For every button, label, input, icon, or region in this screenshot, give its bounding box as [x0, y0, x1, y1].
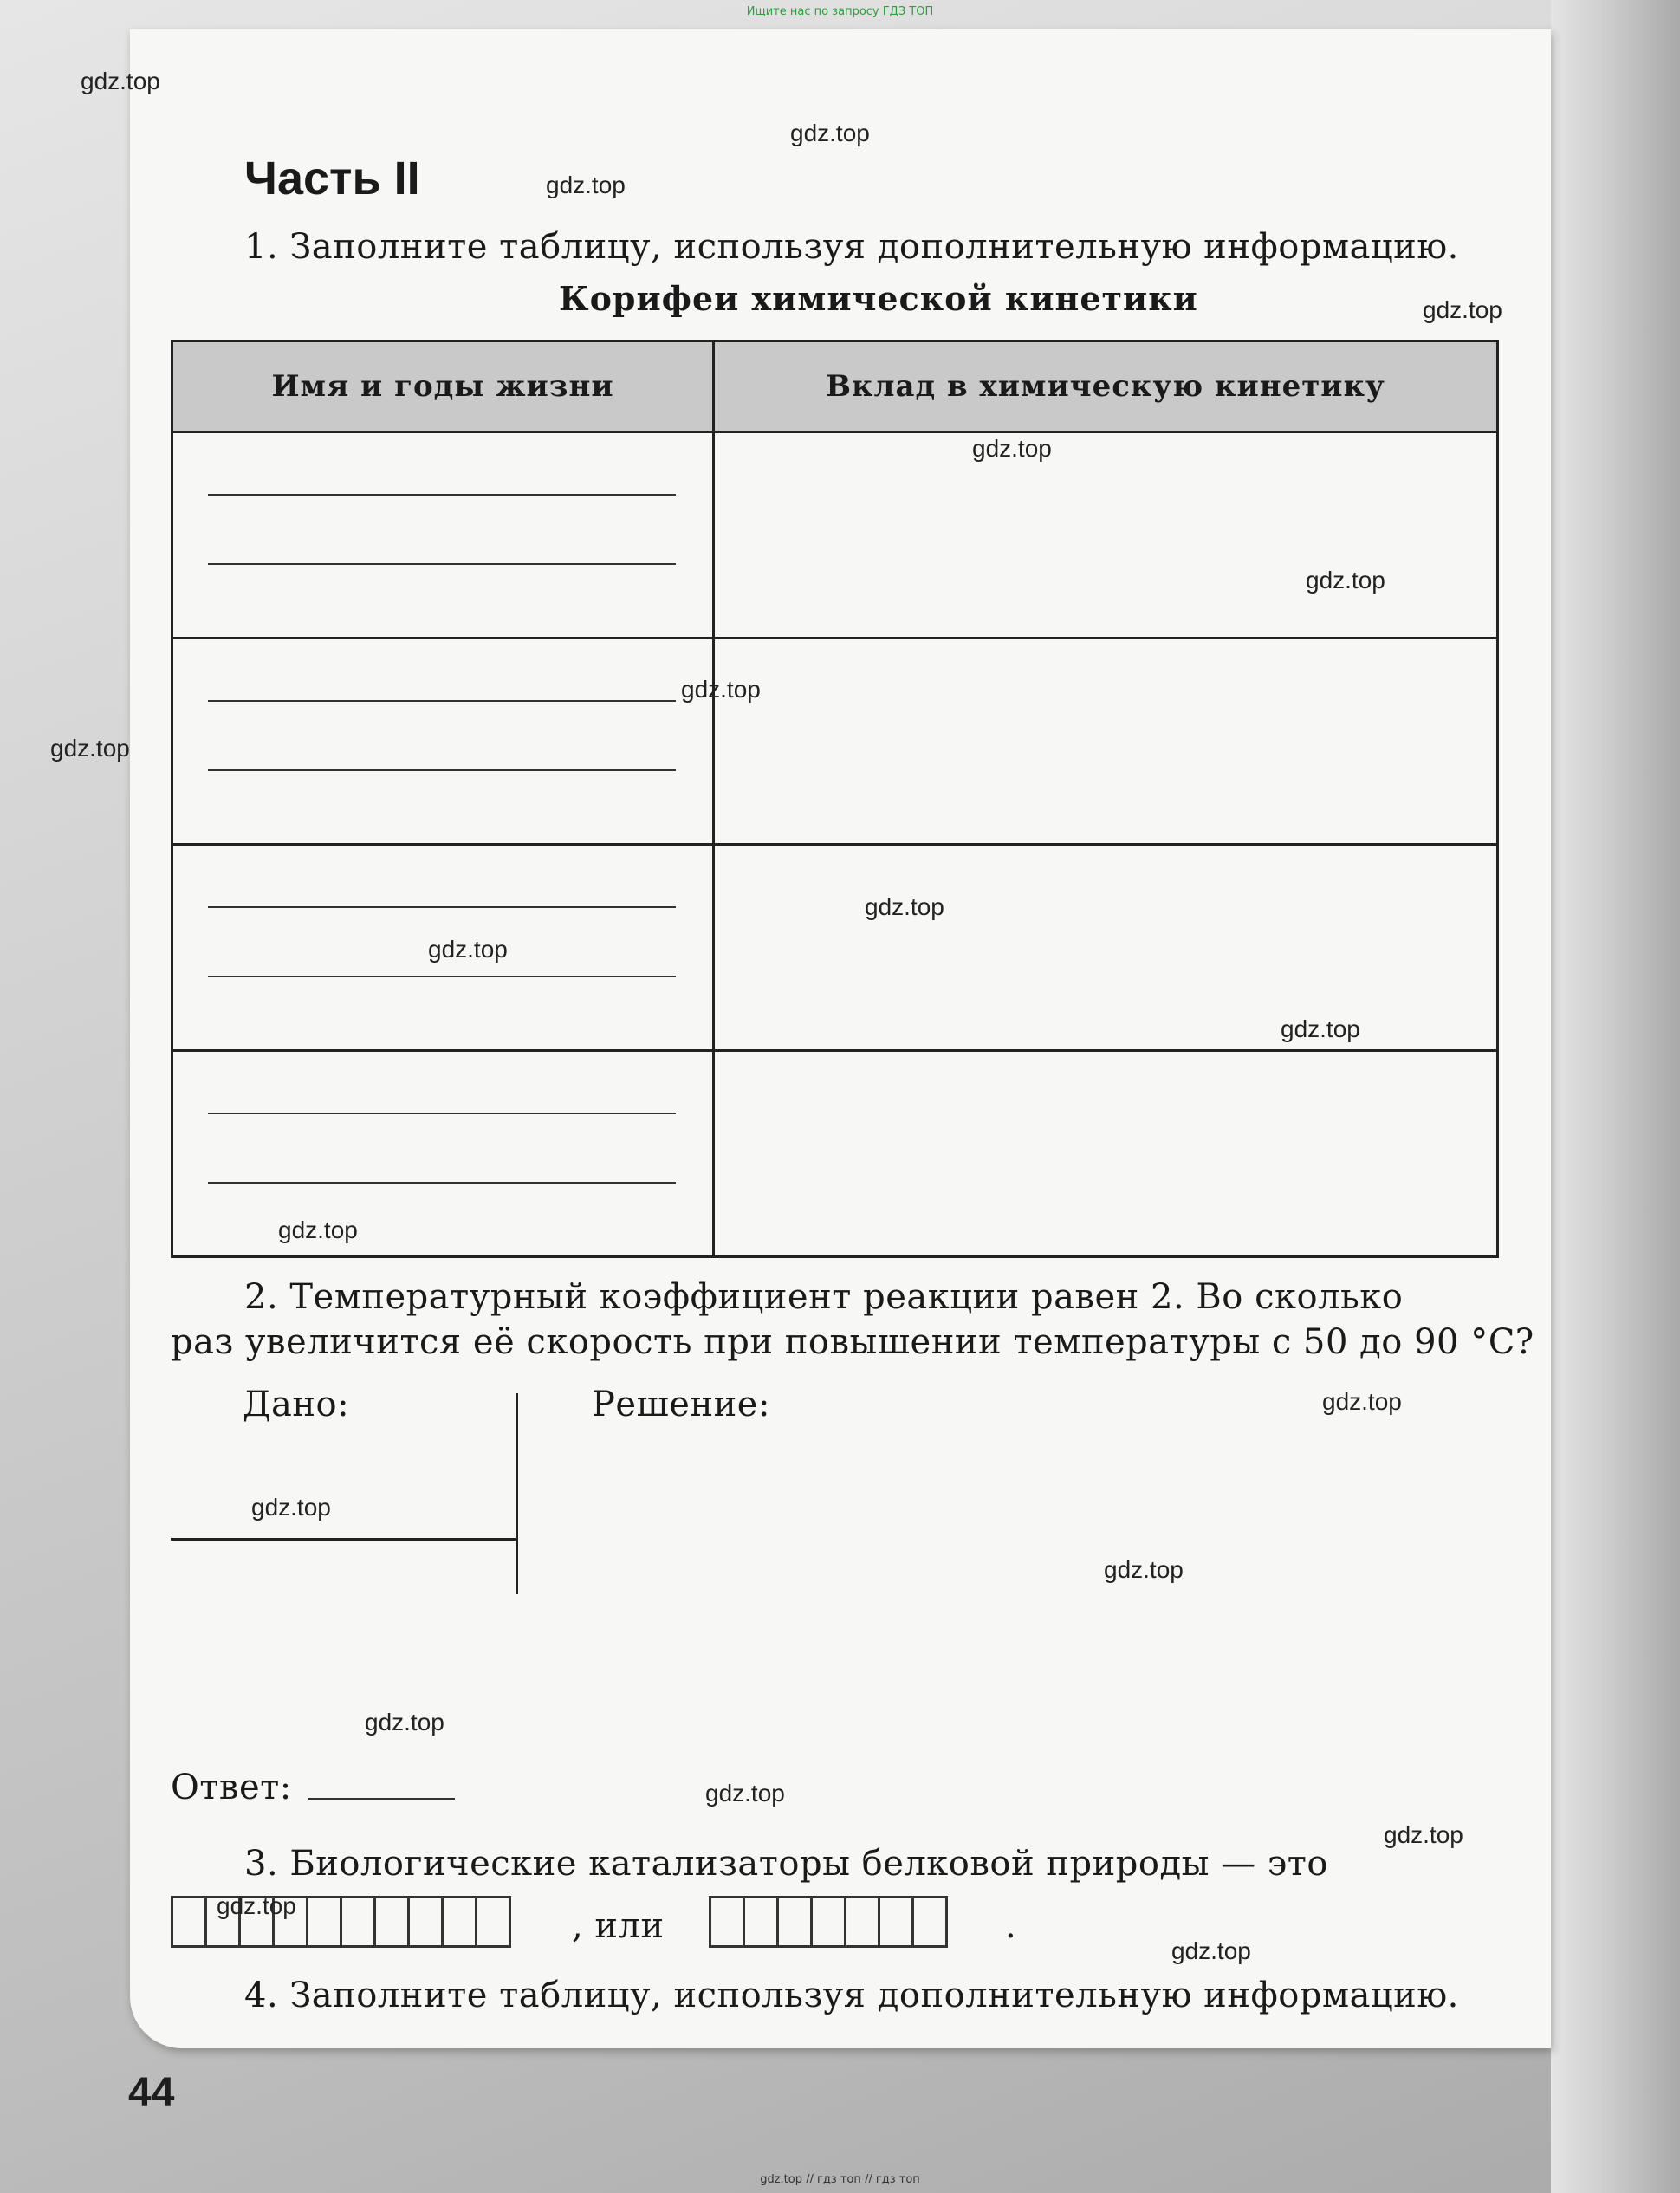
write-line [208, 1182, 676, 1184]
letter-box[interactable] [878, 1896, 914, 1948]
answer-boxes-second[interactable] [709, 1896, 945, 1948]
period: . [1005, 1906, 1017, 1946]
name-cell[interactable] [172, 1051, 714, 1257]
table-title: Корифеи химической кинетики [559, 279, 1198, 318]
task-1-text: 1. Заполните таблицу, используя дополнительную информацию. [244, 227, 1459, 267]
solution-label: Решение: [592, 1385, 770, 1424]
column-header-name: Имя и годы жизни [172, 341, 714, 432]
letter-box[interactable] [340, 1896, 376, 1948]
given-label: Дано: [243, 1385, 350, 1424]
watermark: gdz.top [278, 1217, 358, 1243]
task-2-line-1: 2. Температурный коэффициент реакции равен 2. Во сколько [244, 1277, 1404, 1317]
watermark: gdz.top [865, 893, 944, 920]
watermark: gdz.top [428, 936, 508, 963]
watermark: gdz.top [705, 1780, 785, 1807]
watermark: gdz.top [1306, 567, 1385, 594]
column-header-contribution: Вклад в химическую кинетику [714, 341, 1498, 432]
watermark: gdz.top [1104, 1556, 1184, 1583]
contribution-cell[interactable] [714, 1051, 1498, 1257]
watermark: gdz.top [50, 735, 130, 762]
scientists-table [171, 340, 1499, 1258]
letter-box[interactable] [171, 1896, 207, 1948]
task-2-line-2: раз увеличится её скорость при повышении температуры с 50 до 90 °С? [171, 1322, 1534, 1362]
write-line [208, 494, 676, 496]
book-spine [1551, 0, 1680, 2193]
top-banner[interactable]: Ищите нас по запросу ГДЗ ТОП [746, 5, 934, 18]
watermark: gdz.top [251, 1494, 331, 1521]
watermark: gdz.top [681, 676, 761, 703]
watermark: gdz.top [1171, 1937, 1251, 1964]
contribution-cell[interactable] [714, 432, 1498, 639]
watermark: gdz.top [1322, 1388, 1402, 1415]
watermark: gdz.top [365, 1709, 444, 1736]
letter-box[interactable] [810, 1896, 846, 1948]
write-line [208, 700, 676, 702]
watermark: gdz.top [217, 1892, 296, 1919]
table-row [172, 639, 1498, 845]
watermark: gdz.top [1423, 296, 1502, 323]
watermark: gdz.top [1281, 1015, 1360, 1042]
watermark: gdz.top [972, 435, 1052, 462]
letter-box[interactable] [709, 1896, 745, 1948]
write-line [208, 563, 676, 565]
write-line [208, 769, 676, 771]
write-line [208, 906, 676, 908]
letter-box[interactable] [306, 1896, 342, 1948]
task-3-text: 3. Биологические катализаторы белковой природы — это [244, 1844, 1328, 1884]
given-underline [171, 1538, 517, 1541]
name-cell[interactable] [172, 639, 714, 845]
write-line [208, 1113, 676, 1114]
write-line [208, 976, 676, 977]
letter-box[interactable] [373, 1896, 410, 1948]
part-title: Часть II [244, 152, 420, 204]
table-row [172, 1051, 1498, 1257]
task-4-text: 4. Заполните таблицу, используя дополнительную информацию. [244, 1976, 1459, 2015]
answer-label: Ответ: [171, 1768, 292, 1807]
watermark: gdz.top [546, 172, 626, 198]
name-cell[interactable] [172, 432, 714, 639]
letter-box[interactable] [911, 1896, 948, 1948]
table-row [172, 432, 1498, 639]
letter-box[interactable] [475, 1896, 511, 1948]
page-number: 44 [128, 2070, 175, 2116]
watermark: gdz.top [790, 120, 870, 146]
letter-box[interactable] [743, 1896, 779, 1948]
answer-line[interactable] [308, 1798, 455, 1800]
contribution-cell[interactable] [714, 845, 1498, 1051]
given-divider [516, 1393, 518, 1594]
or-text: , или [572, 1906, 665, 1946]
letter-box[interactable] [441, 1896, 477, 1948]
watermark: gdz.top [1384, 1821, 1463, 1848]
contribution-cell[interactable] [714, 639, 1498, 845]
letter-box[interactable] [407, 1896, 444, 1948]
letter-box[interactable] [776, 1896, 813, 1948]
watermark: gdz.top [81, 68, 160, 94]
letter-box[interactable] [844, 1896, 880, 1948]
bottom-banner[interactable]: gdz.top // гдз топ // гдз топ [760, 2173, 920, 2186]
